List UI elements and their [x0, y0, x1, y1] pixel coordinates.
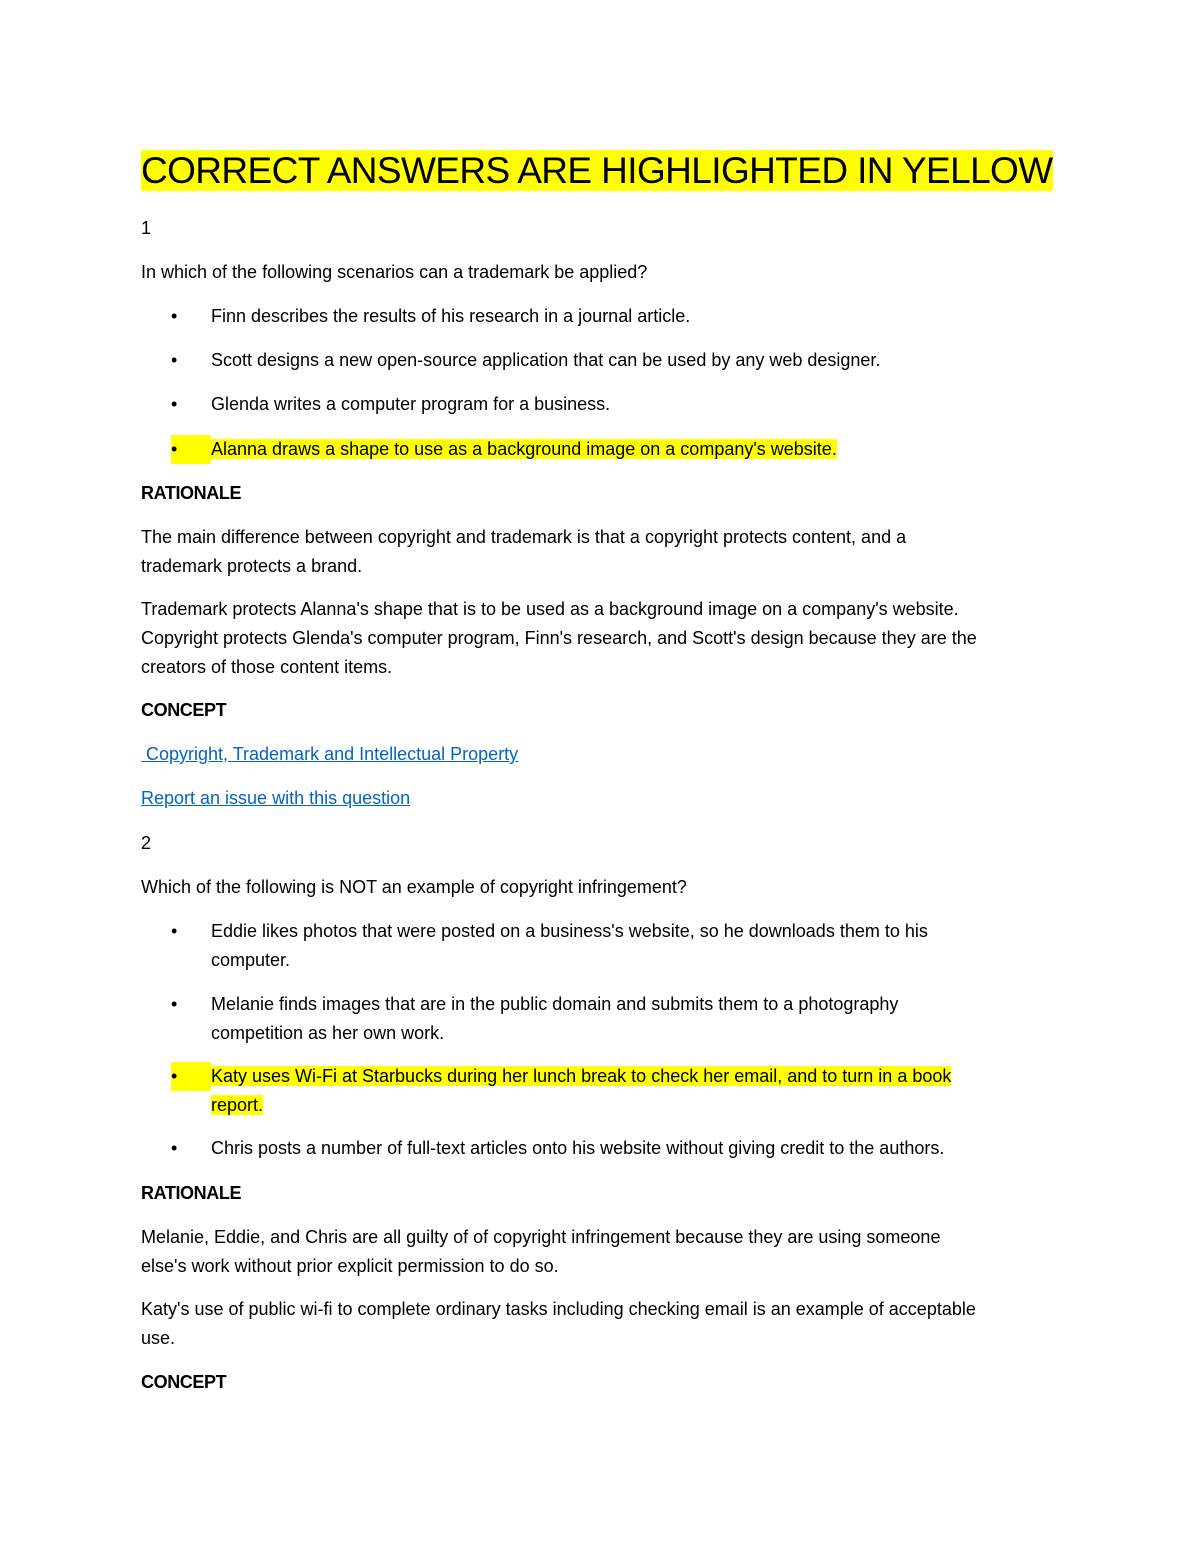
question-2-rationale-heading: RATIONALE	[141, 1183, 242, 1203]
question-2-concept-heading: CONCEPT	[141, 1372, 227, 1392]
option-text: Chris posts a number of full-text articles onto his website without giving credit to the authors.	[211, 1138, 945, 1158]
question-1-rationale-line: creators of those content items.	[141, 657, 393, 677]
question-1-concept-heading: CONCEPT	[141, 700, 227, 720]
bullet-icon: •	[171, 1138, 178, 1158]
question-1-rationale-line: trademark protects a brand.	[141, 556, 363, 576]
bullet-icon: •	[171, 994, 178, 1014]
option-text-line: computer.	[211, 949, 291, 970]
option-text-line: competition as her own work.	[211, 1022, 445, 1043]
option-text: Glenda writes a computer program for a business.	[211, 394, 611, 414]
report-issue-link[interactable]: Report an issue with this question	[141, 788, 411, 808]
question-1-number: 1	[141, 218, 152, 238]
question-2-number: 2	[141, 833, 152, 853]
option-text-line: report.	[211, 1094, 264, 1115]
concept-link[interactable]: Copyright, Trademark and Intellectual Property	[141, 744, 519, 764]
option-text-line: Melanie finds images that are in the public domain and submits them to a photography	[211, 994, 899, 1014]
page-title	[141, 146, 1053, 196]
question-1-rationale-line: Trademark protects Alanna's shape that is to be used as a background image on a company's website.	[141, 599, 959, 619]
question-1-rationale-line: The main difference between copyright and trademark is that a copyright protects content, and a	[141, 527, 907, 547]
bullet-icon: •	[171, 1062, 211, 1091]
title-highlight: CORRECT ANSWERS ARE HIGHLIGHTED IN YELLOW	[141, 150, 1053, 191]
option-text: Scott designs a new open-source application that can be used by any web designer.	[211, 350, 881, 370]
bullet-icon: •	[171, 921, 178, 941]
option-text: Alanna draws a shape to use as a background image on a company's website.	[211, 439, 837, 459]
bullet-icon: •	[171, 394, 178, 414]
bullet-icon: •	[171, 435, 211, 464]
question-2-prompt: Which of the following is NOT an example of copyright infringement?	[141, 877, 687, 897]
bullet-icon: •	[171, 306, 178, 326]
question-2-rationale-line: Melanie, Eddie, and Chris are all guilty of of copyright infringement because they are using someone	[141, 1227, 941, 1247]
option-text: Finn describes the results of his research in a journal article.	[211, 306, 691, 326]
question-1-rationale-line: Copyright protects Glenda's computer program, Finn's research, and Scott's design because they are the	[141, 628, 977, 648]
question-2-rationale-line: Katy's use of public wi-fi to complete ordinary tasks including checking email is an example of acceptable	[141, 1299, 976, 1319]
question-2-rationale-line: use.	[141, 1328, 176, 1348]
option-text-line: Katy uses Wi-Fi at Starbucks during her lunch break to check her email, and to turn in a book	[211, 1066, 952, 1086]
question-2-rationale-line: else's work without prior explicit permission to do so.	[141, 1256, 559, 1276]
question-1-prompt: In which of the following scenarios can a trademark be applied?	[141, 262, 648, 282]
option-text-line: Eddie likes photos that were posted on a business's website, so he downloads them to his	[211, 921, 928, 941]
question-1-rationale-heading: RATIONALE	[141, 483, 242, 503]
bullet-icon: •	[171, 350, 178, 370]
